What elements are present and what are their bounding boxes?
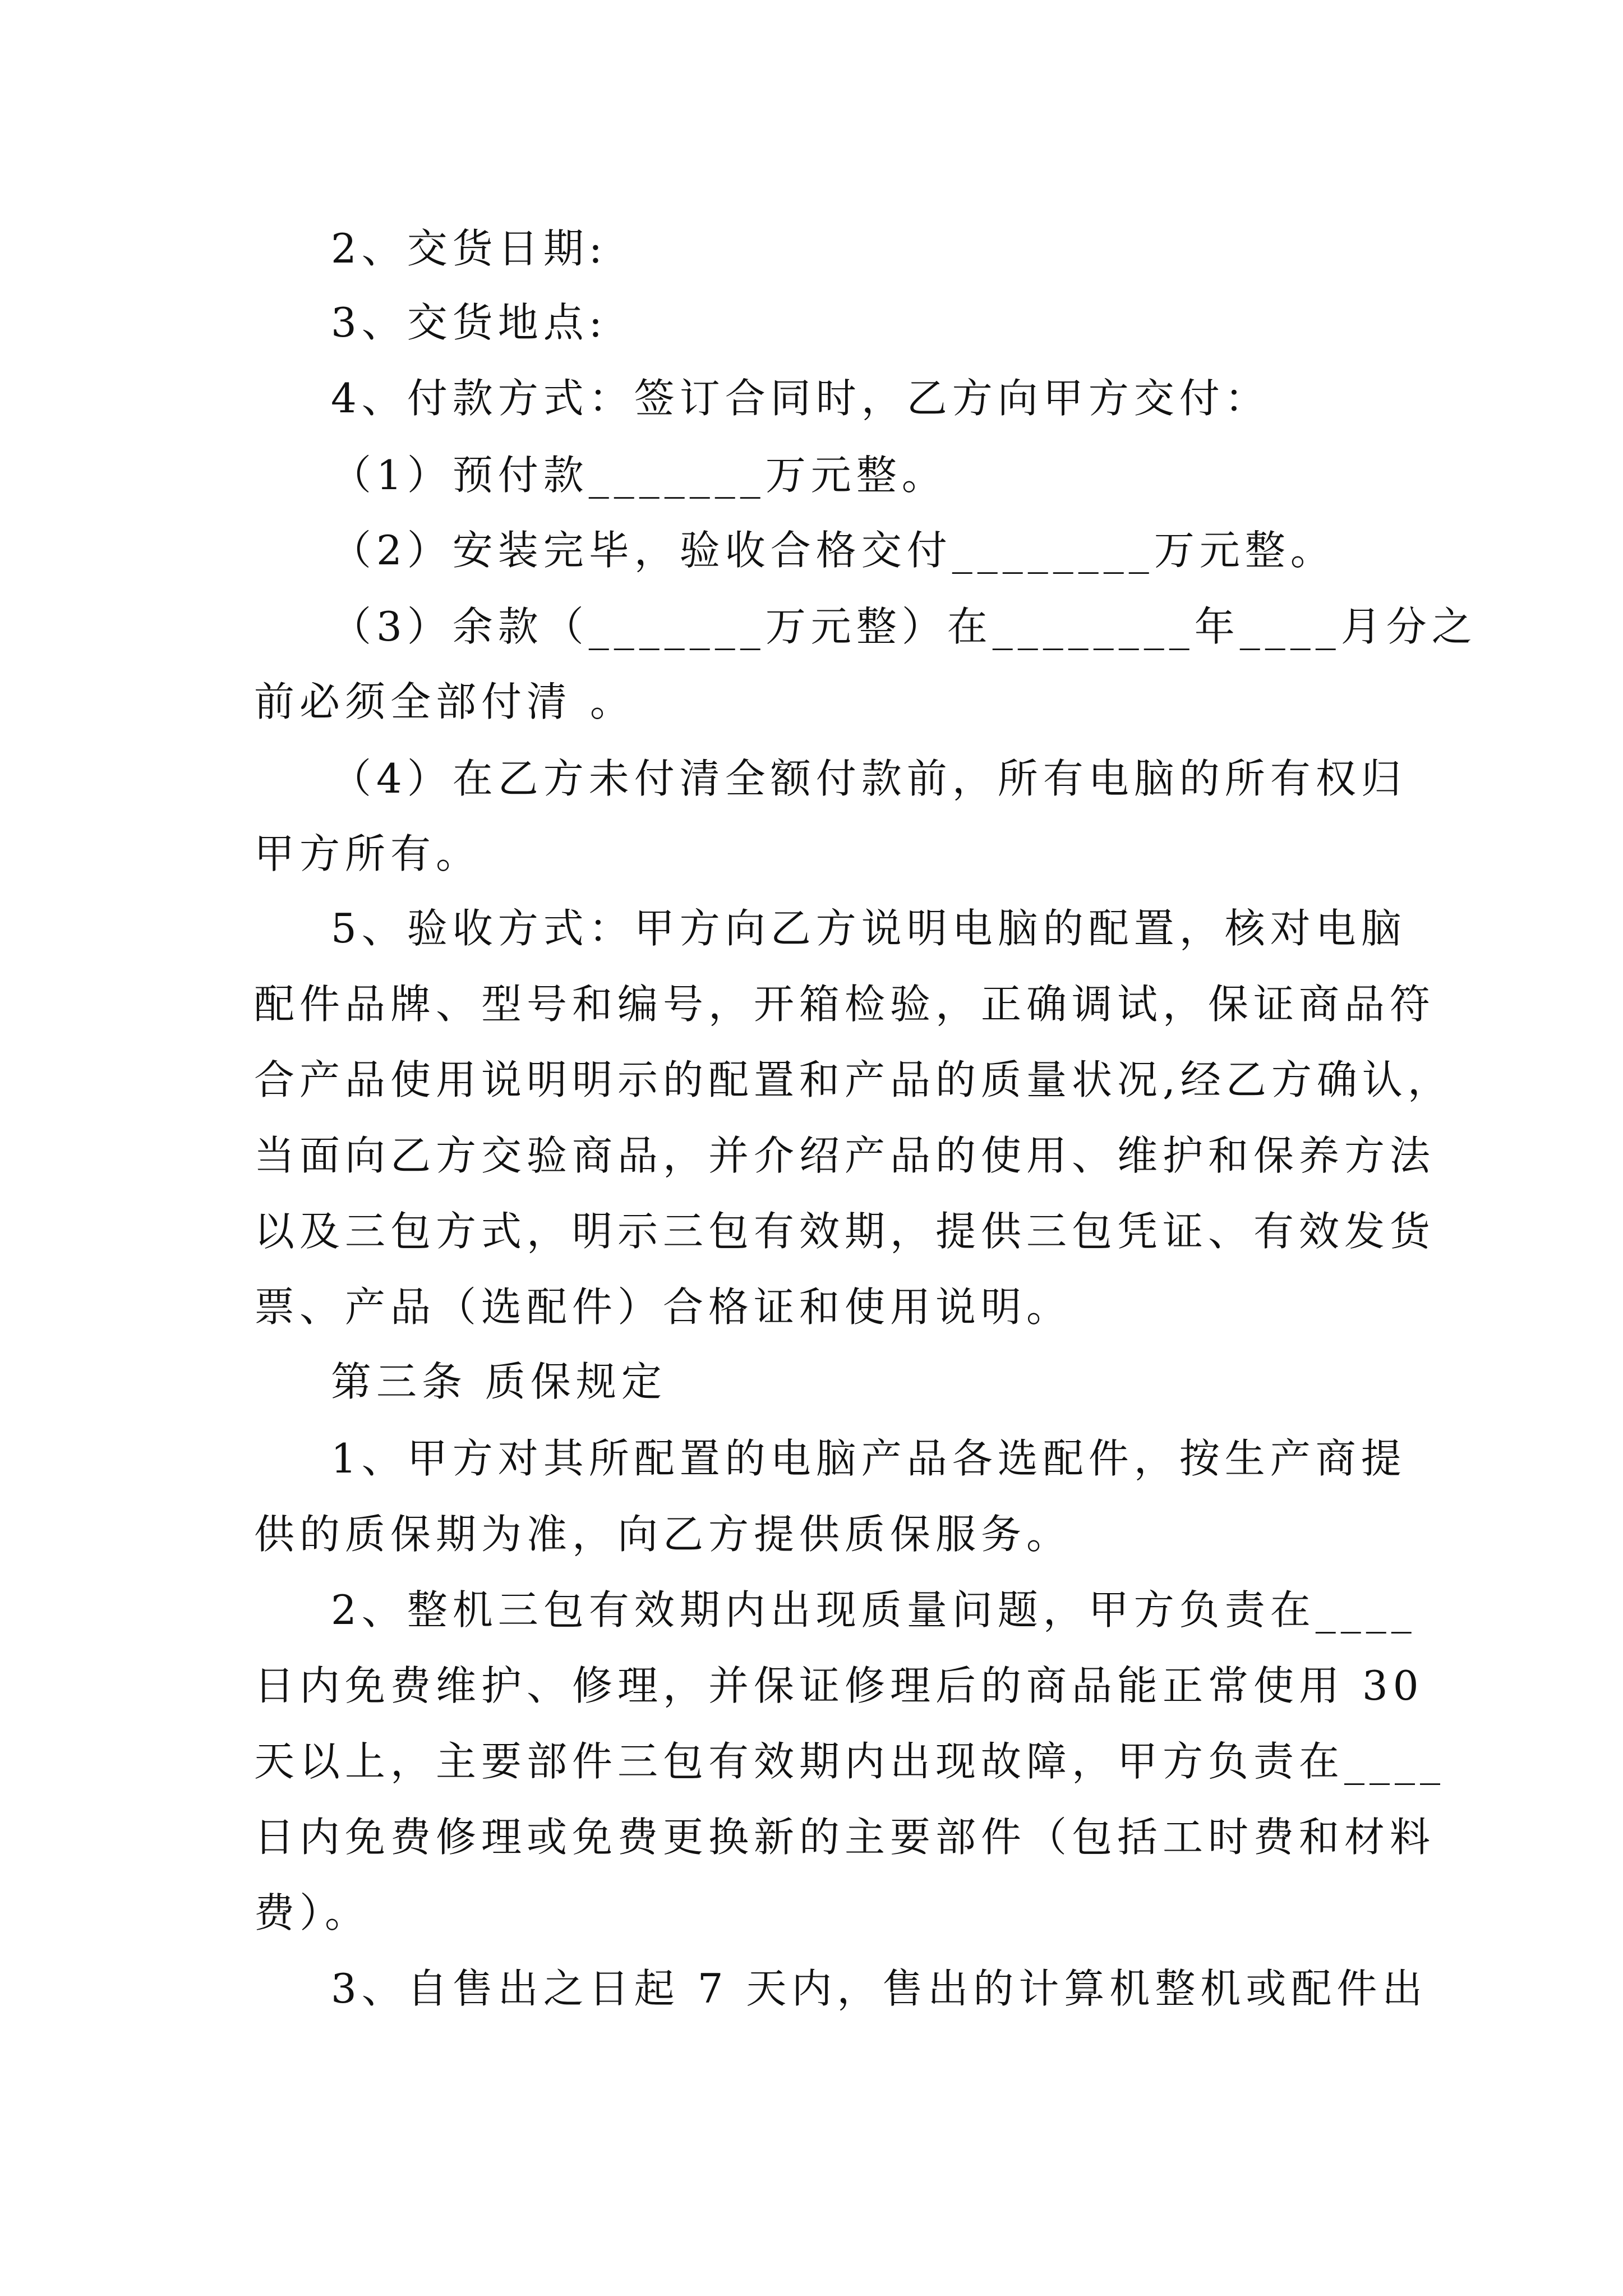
section-heading-warranty: 第三条 质保规定 — [331, 1358, 667, 1405]
paragraph-warranty-2-line-5: 费）。 — [254, 1889, 371, 1936]
line-delivery-place: 3、交货地点: — [331, 299, 608, 346]
paragraph-acceptance-line-2: 配件品牌、型号和编号，开箱检验，正确调试，保证商品符 — [254, 981, 1436, 1028]
line-ownership-cont: 甲方所有。 — [254, 830, 482, 877]
paragraph-warranty-3-line-1: 3、自售出之日起 7 天内，售出的计算机整机或配件出 — [331, 1965, 1428, 2012]
paragraph-acceptance-line-5: 以及三包方式，明示三包有效期，提供三包凭证、有效发货 — [254, 1208, 1436, 1255]
paragraph-acceptance-line-4: 当面向乙方交验商品，并介绍产品的使用、维护和保养方法 — [254, 1132, 1436, 1179]
line-ownership: （4）在乙方未付清全额付款前，所有电脑的所有权归 — [331, 755, 1407, 802]
line-balance-payment-cont: 前必须全部付清 。 — [254, 678, 635, 725]
paragraph-warranty-2-line-1: 2、整机三包有效期内出现质量问题，甲方负责在____ — [331, 1586, 1417, 1634]
paragraph-warranty-1-line-2: 供的质保期为准，向乙方提供质保服务。 — [254, 1511, 1072, 1558]
paragraph-acceptance-line-3: 合产品使用说明明示的配置和产品的质量状况,经乙方确认， — [254, 1056, 1453, 1103]
line-delivery-date: 2、交货日期: — [331, 225, 608, 272]
paragraph-acceptance-line-6: 票、产品（选配件）合格证和使用说明。 — [254, 1283, 1072, 1331]
line-prepayment: （1）预付款_______万元整。 — [331, 452, 947, 499]
line-installation-payment: （2）安装完毕，验收合格交付________万元整。 — [331, 527, 1336, 574]
line-balance-payment: （3）余款（_______万元整）在________年____月分之 — [331, 603, 1477, 650]
paragraph-warranty-2-line-2: 日内免费维护、修理，并保证修理后的商品能正常使用 30 — [254, 1662, 1424, 1709]
paragraph-warranty-2-line-4: 日内免费修理或免费更换新的主要部件（包括工时费和材料 — [254, 1814, 1436, 1861]
line-payment-method: 4、付款方式：签订合同时，乙方向甲方交付： — [331, 375, 1270, 422]
paragraph-warranty-2-line-3: 天以上，主要部件三包有效期内出现故障，甲方负责在____ — [254, 1738, 1446, 1785]
paragraph-warranty-1-line-1: 1、甲方对其所配置的电脑产品各选配件，按生产商提 — [331, 1435, 1407, 1482]
paragraph-acceptance-line-1: 5、验收方式：甲方向乙方说明电脑的配置，核对电脑 — [331, 905, 1407, 952]
